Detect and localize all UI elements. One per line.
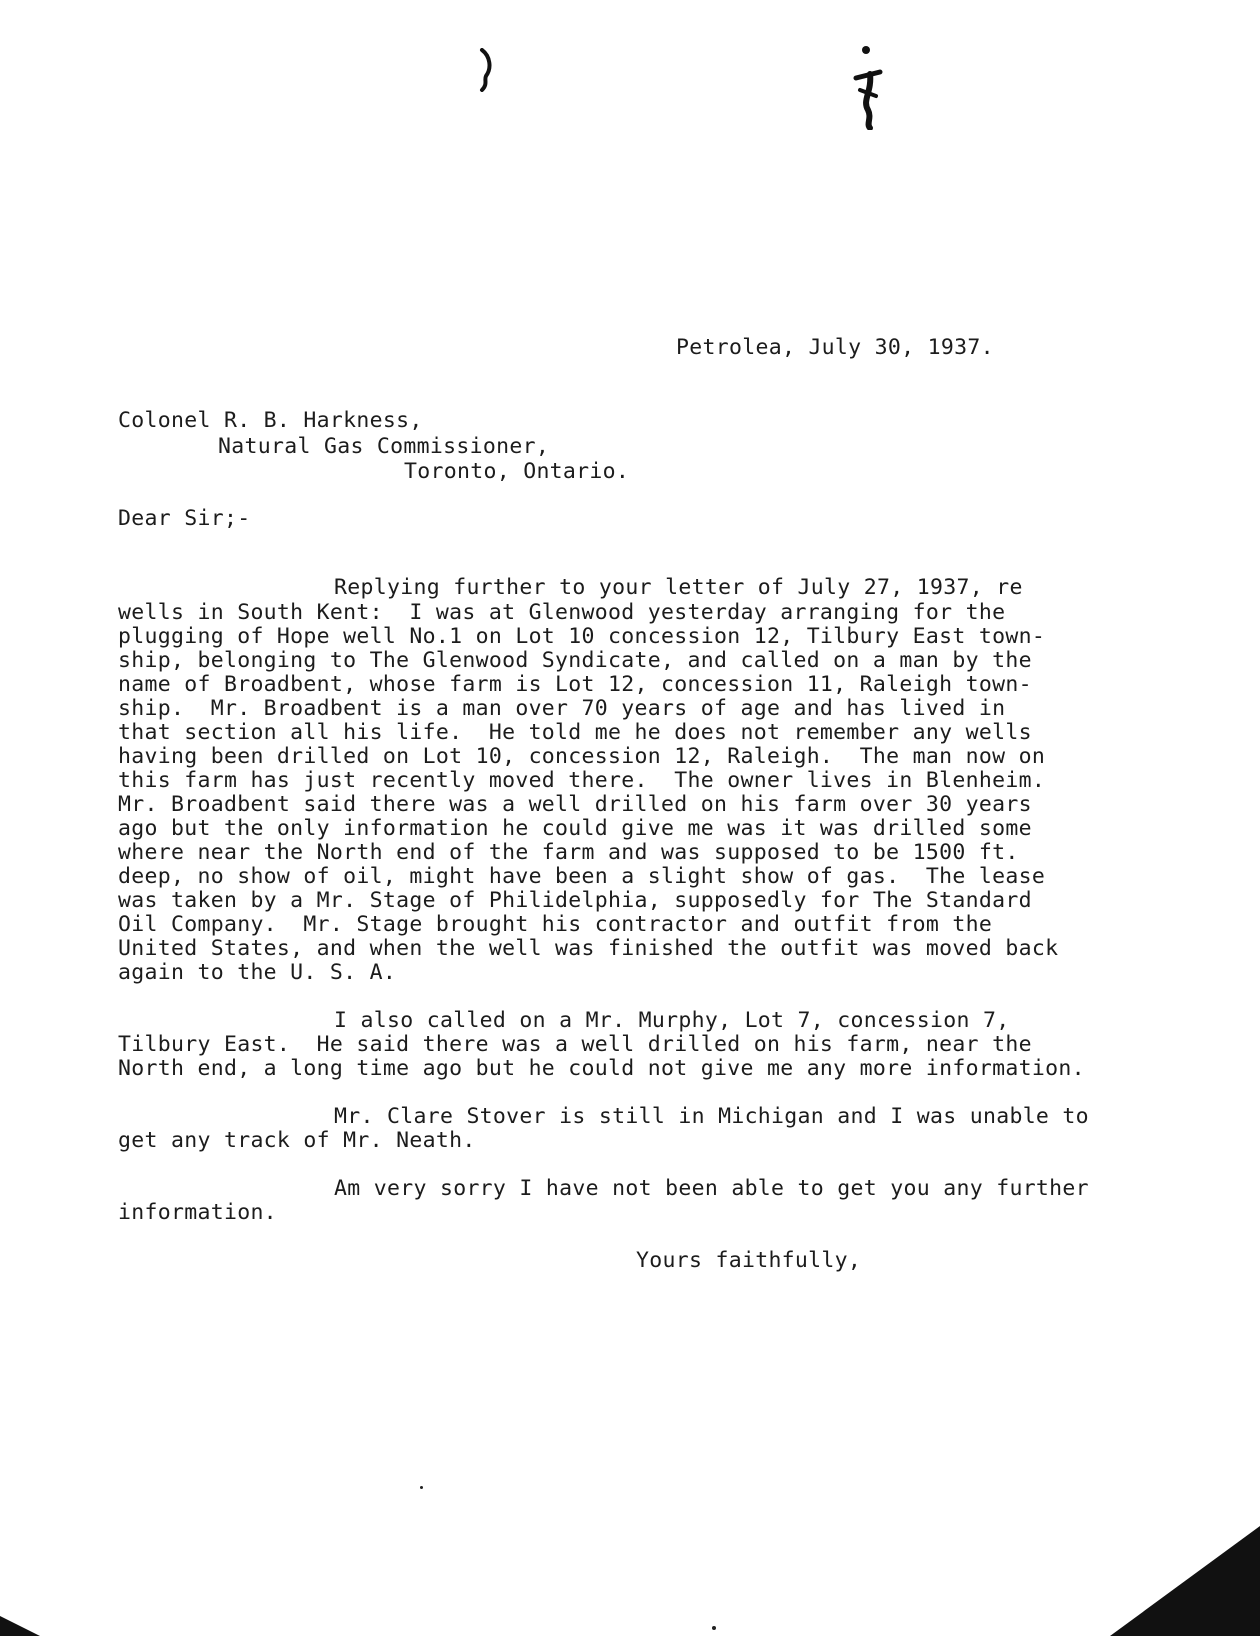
body-line: get any track of Mr. Neath. [118, 1128, 476, 1153]
ink-mark-left [478, 48, 500, 92]
body-line: I also called on a Mr. Murphy, Lot 7, concession 7, [334, 1008, 1010, 1033]
body-line: United States, and when the well was finished the outfit was moved back [118, 936, 1059, 961]
body-line: North end, a long time ago but he could not give me any more information. [118, 1056, 1085, 1081]
body-line: that section all his life. He told me he does not remember any wells [118, 720, 1032, 745]
body-line: this farm has just recently moved there. The owner lives in Blenheim. [118, 768, 1046, 793]
body-line: ship, belonging to The Glenwood Syndicate, and called on a man by the [118, 648, 1032, 673]
body-line: plugging of Hope well No.1 on Lot 10 concession 12, Tilbury East town- [118, 624, 1046, 649]
body-line: Tilbury East. He said there was a well drilled on his farm, near the [118, 1032, 1032, 1057]
scan-dot [420, 1486, 423, 1489]
body-line: Replying further to your letter of July 27, 1937, re [334, 575, 1023, 600]
body-line: wells in South Kent: I was at Glenwood yesterday arranging for the [118, 600, 1006, 625]
body-line: was taken by a Mr. Stage of Philidelphia, supposedly for The Standard [118, 888, 1032, 913]
salutation: Dear Sir;- [118, 506, 251, 531]
ink-mark-right [852, 44, 884, 130]
body-line: Am very sorry I have not been able to get you any further [334, 1176, 1089, 1201]
recipient-name: Colonel R. B. Harkness, [118, 408, 423, 433]
body-line: Oil Company. Mr. Stage brought his contractor and outfit from the [118, 912, 993, 937]
closing: Yours faithfully, [636, 1248, 862, 1273]
body-line: name of Broadbent, whose farm is Lot 12, concession 11, Raleigh town- [118, 672, 1032, 697]
body-line: where near the North end of the farm and was supposed to be 1500 ft. [118, 840, 1019, 865]
body-line: ship. Mr. Broadbent is a man over 70 years of age and has lived in [118, 696, 1006, 721]
body-line: Mr. Clare Stover is still in Michigan and I was unable to [334, 1104, 1089, 1129]
body-line: Mr. Broadbent said there was a well drilled on his farm over 30 years [118, 792, 1032, 817]
recipient-title: Natural Gas Commissioner, [218, 434, 550, 459]
scan-dot [712, 1626, 716, 1630]
body-line: again to the U. S. A. [118, 960, 397, 985]
body-line: ago but the only information he could give me was it was drilled some [118, 816, 1032, 841]
scan-edge-shadow [1110, 1526, 1260, 1636]
dateline: Petrolea, July 30, 1937. [676, 335, 994, 360]
body-line: deep, no show of oil, might have been a slight show of gas. The lease [118, 864, 1046, 889]
scan-edge-shadow-left [0, 1616, 40, 1636]
body-line: having been drilled on Lot 10, concession 12, Raleigh. The man now on [118, 744, 1046, 769]
body-line: information. [118, 1200, 277, 1225]
recipient-city: Toronto, Ontario. [404, 459, 630, 484]
